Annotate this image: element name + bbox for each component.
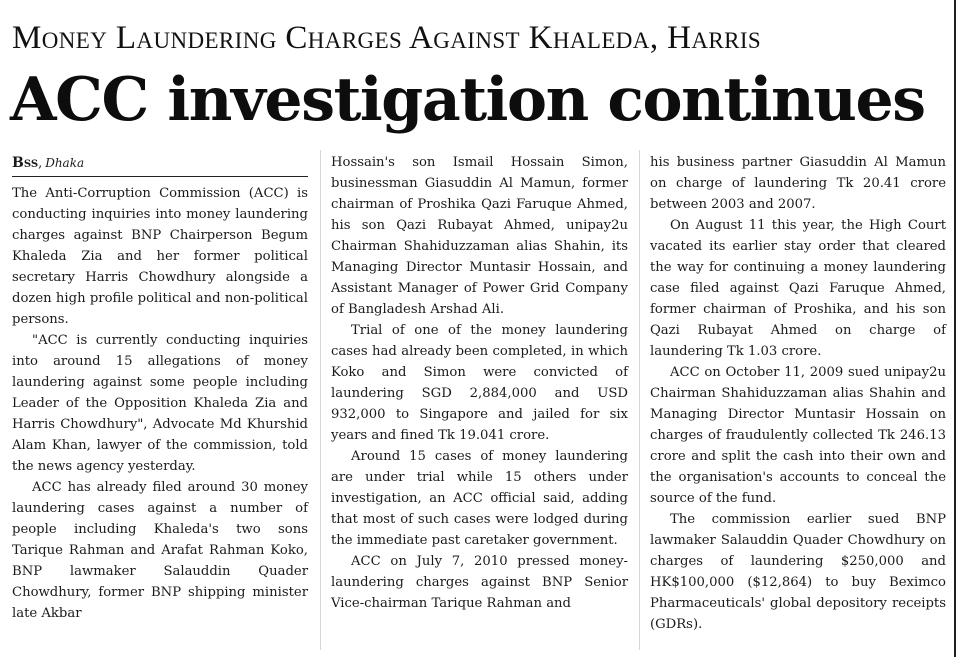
paragraph: ACC on July 7, 2010 pressed money-laundering charges against BNP Senior Vice-chairman Tarique Rahman and xyxy=(331,554,628,611)
byline-location: Dhaka xyxy=(45,156,85,170)
byline-separator: , xyxy=(38,156,43,171)
byline-agency: Bss xyxy=(12,155,39,171)
column-divider xyxy=(639,150,640,650)
paragraph: "ACC is currently conducting inquiries into around 15 allegations of money laundering against some people including Leader of the Opposition Khaleda Zia and Harris Chowdhury", Advocate Md Khurshid Alam Khan, lawyer of the commission, told the news agency yesterday. xyxy=(12,333,308,474)
paragraph: ACC has already filed around 30 money laundering cases against a number of people including Khaleda's two sons Tarique Rahman and Arafat Rahman Koko, BNP lawmaker Salauddin Quader Chowdhury, former BNP shipping minister late Akbar xyxy=(12,480,308,621)
article-column-1 xyxy=(12,152,308,624)
paragraph: Around 15 cases of money laundering are under trial while 15 others under investigation, an ACC official said, adding that most of such cases were lodged during the immediate past caretaker government. xyxy=(331,449,628,548)
article-column-3 xyxy=(650,152,946,635)
paragraph: On August 11 this year, the High Court vacated its earlier stay order that cleared the way for continuing a money laundering case filed against Qazi Faruque Ahmed, former chairman of Proshika, and his son Qazi Rubayat Ahmed on charge of laundering Tk 1.03 crore. xyxy=(650,218,946,359)
column-divider xyxy=(320,150,321,650)
article-headline: ACC investigation continues xyxy=(10,65,925,135)
byline xyxy=(12,152,308,177)
paragraph: ACC on October 11, 2009 sued unipay2u Chairman Shahiduzzaman alias Shahin and Managing Director Muntasir Hossain on charges of fraudulently collected Tk 246.13 crore and split the cash into their own and the organisation's accounts to conceal the source of the fund. xyxy=(650,365,946,506)
article-column-2 xyxy=(331,152,628,614)
paragraph: Hossain's son Ismail Hossain Simon, businessman Giasuddin Al Mamun, former chairman of Proshika Qazi Faruque Ahmed, his son Qazi Rubayat Ahmed, unipay2u Chairman Shahiduzzaman alias Shahin, its Managing Director Muntasir Hossain, and Assistant Manager of Power Grid Company of Bangladesh Arshad Ali. xyxy=(331,155,628,317)
paragraph: The commission earlier sued BNP lawmaker Salauddin Quader Chowdhury on charges of laundering $250,000 and HK$100,000 ($12,864) to buy Beximco Pharmaceuticals' global depository receipts (GDRs). xyxy=(650,512,946,632)
paragraph: his business partner Giasuddin Al Mamun on charge of laundering Tk 20.41 crore between 2003 and 2007. xyxy=(650,155,946,212)
paragraph: Trial of one of the money laundering cases had already been completed, in which Koko and Simon were convicted of laundering SGD 2,884,000 and USD 932,000 to Singapore and jailed for six years and fined Tk 19.041 crore. xyxy=(331,323,628,443)
article-kicker: Money Laundering Charges Against Khaleda, Harris xyxy=(12,20,762,56)
paragraph: The Anti-Corruption Commission (ACC) is conducting inquiries into money laundering charges against BNP Chairperson Begum Khaleda Zia and her former political secretary Harris Chowdhury alongside a dozen high profile political and non-political persons. xyxy=(12,186,308,327)
